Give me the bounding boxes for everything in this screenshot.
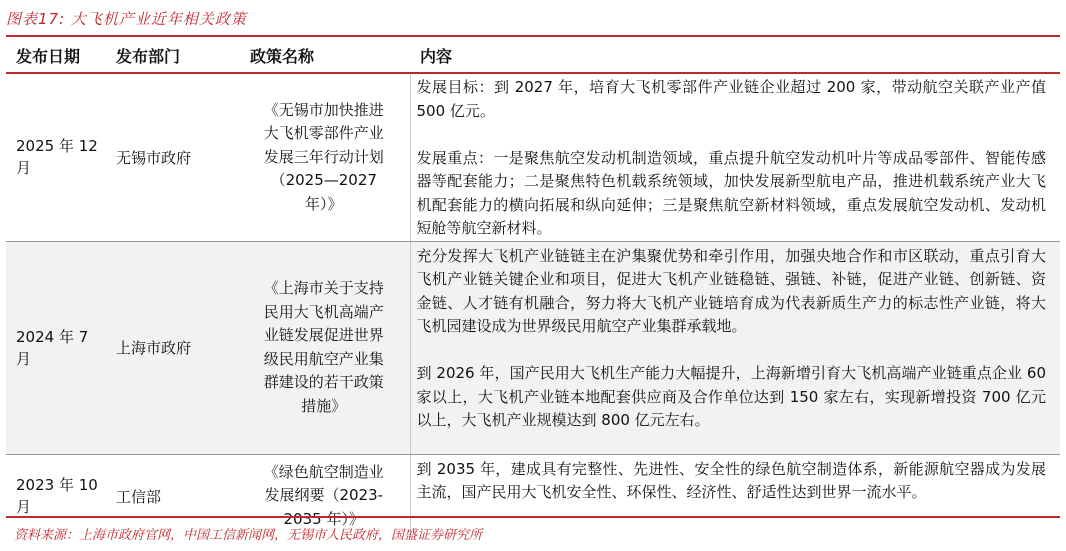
header-date: 发布日期 xyxy=(6,38,106,73)
cell-date: 2023 年 10 月 xyxy=(16,476,98,516)
cell-policy-name: 《无锡市加快推进大飞机零部件产业发展三年行动计划（2025—2027 年）》 xyxy=(230,73,410,241)
cell-content xyxy=(410,73,1060,241)
cell-dept: 上海市政府 xyxy=(106,241,230,454)
cell-content xyxy=(410,454,1060,538)
table-row xyxy=(6,241,1060,454)
header-content: 内容 xyxy=(410,38,1060,73)
content-paragraph: 发展重点：一是聚焦航空发动机制造领域，重点提升航空发动机叶片等成品零部件、智能传感器等配套能力；二是聚焦特色机载系统领域，加快发展新型航电产品，推进机载系统产业大飞机配套能力的横向拓展和纵向延伸；三是聚焦航空新材料领域，重点发展航空发动机、发动机短舱等航空新材料。 xyxy=(416,148,1046,237)
table-row xyxy=(6,73,1060,241)
cell-dept: 工信部 xyxy=(116,487,162,506)
top-rule xyxy=(6,35,1060,37)
table-header-row xyxy=(6,38,1060,73)
cell-dept: 无锡市政府 xyxy=(106,73,230,241)
cell-date: 2025 年 12 月 xyxy=(6,73,106,241)
header-dept: 发布部门 xyxy=(106,38,230,73)
cell-policy-name: 《绿色航空制造业发展纲要（2023-2035 年）》 xyxy=(263,462,384,528)
policy-table xyxy=(6,38,1060,538)
content-paragraph: 充分发挥大飞机产业链链主在沪集聚优势和牵引作用，加强央地合作和市区联动，重点引育大飞机产业链关键企业和项目，促进大飞机产业链稳链、强链、补链，促进产业链、创新链、资金链、人才链有机融合，努力将大飞机产业链培育成为代表新质生产力的标志性产业链，将大飞机园建设成为世界级民用航空产业集群承载地。 xyxy=(416,246,1046,335)
content-paragraph: 到 2026 年，国产民用大飞机生产能力大幅提升，上海新增引育大飞机高端产业链重点企业 60 家以上，大飞机产业链本地配套供应商及合作单位达到 150 家左右，实现新增投资 700 亿元以上，大飞机产业规模达到 800 亿元左右。 xyxy=(416,364,1046,429)
cell-policy-name: 《上海市关于支持民用大飞机高端产业链发展促进世界级民用航空产业集群建设的若干政策措施》 xyxy=(230,241,410,454)
content-paragraph: 发展目标：到 2027 年，培育大飞机零部件产业链企业超过 200 家，带动航空关联产业产值 500 亿元。 xyxy=(416,78,1046,120)
content-paragraph: 到 2035 年，建成具有完整性、先进性、安全性的绿色航空制造体系，新能源航空器成为发展主流，国产民用大飞机安全性、环保性、经济性、舒适性达到世界一流水平。 xyxy=(416,459,1046,501)
figure-title: 图表17: 大飞机产业近年相关政策 xyxy=(6,10,247,28)
source-note: 资料来源：上海市政府官网，中国工信新闻网，无锡市人民政府，国盛证券研究所 xyxy=(14,528,483,543)
header-name: 政策名称 xyxy=(230,38,410,73)
bottom-rule xyxy=(6,516,1060,518)
cell-content xyxy=(410,241,1060,454)
cell-date: 2024 年 7 月 xyxy=(6,241,106,454)
